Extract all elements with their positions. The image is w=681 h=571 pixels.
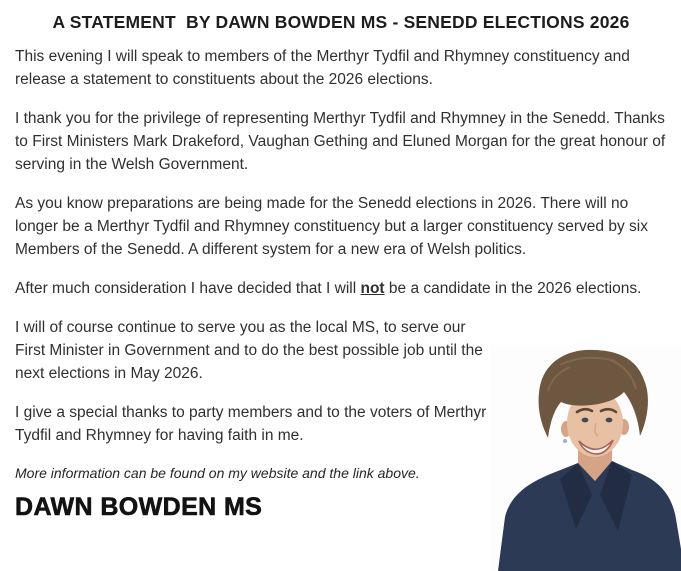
eye-left (582, 418, 589, 423)
portrait-photo-dawn-bowden (490, 345, 681, 571)
paragraph-decision (15, 277, 667, 300)
decision-text-after: be a candidate in the 2026 elections. (384, 280, 642, 297)
statement-title: A STATEMENT BY DAWN BOWDEN MS - SENEDD ELECTIONS 2026 (52, 12, 630, 32)
paragraph-special-thanks: I give a special thanks to party members and to the voters of Merthyr Tydfil and Rhymney for having faith in me. (15, 404, 487, 444)
eye-right (606, 418, 613, 423)
signature-dawn-bowden-ms: DAWN BOWDEN MS (15, 493, 263, 521)
portrait-illustration (490, 345, 681, 571)
paragraph-preparations: As you know preparations are being made for the Senedd elections in 2026. There will no longer be a Merthyr Tydfil and Rhymney constituency but a larger constituency served by six Members of the Senedd. A different system for a new era of Welsh politics. (15, 195, 648, 258)
decision-text-before: After much consideration I have decided that I will (15, 280, 361, 297)
earring (563, 439, 567, 443)
decision-emphasis-not: not (360, 280, 385, 297)
footnote-more-information: More information can be found on my website and the link above. (15, 465, 420, 481)
paragraph-continue-service: I will of course continue to serve you as the local MS, to serve our First Minister in Government and to do the best possible job until the next elections in May 2026. (15, 319, 483, 382)
paragraph-thanks-senedd: I thank you for the privilege of representing Merthyr Tydfil and Rhymney in the Senedd. Thanks to First Ministers Mark Drakeford, Vaughan Gething and Eluned Morgan for the great honour of serving in the Welsh Government. (15, 110, 666, 173)
paragraph-intro: This evening I will speak to members of the Merthyr Tydfil and Rhymney constituency and release a statement to constituents about the 2026 elections. (15, 48, 630, 88)
